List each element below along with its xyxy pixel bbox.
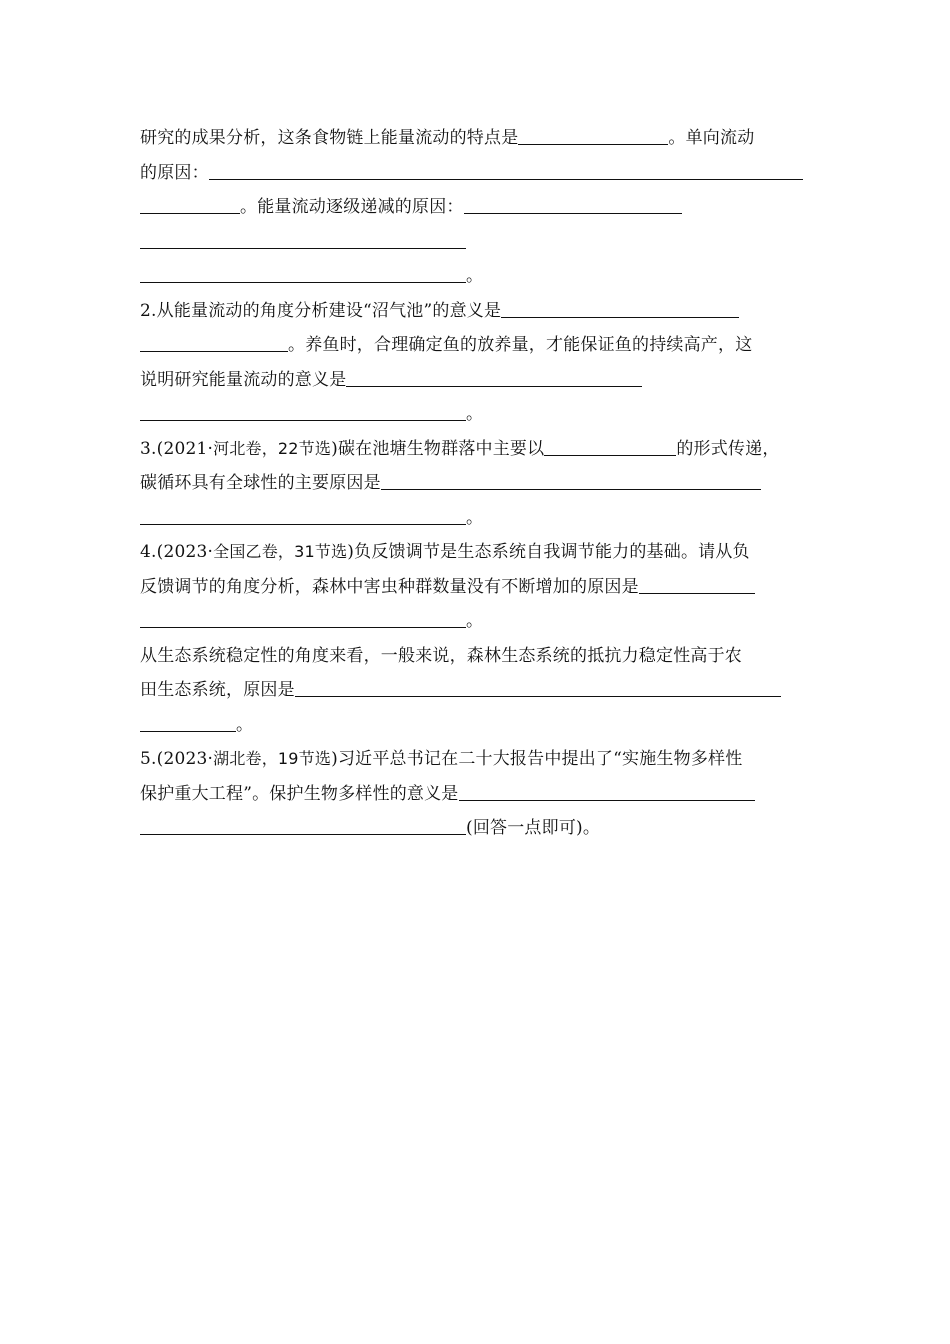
answer-blank[interactable] — [544, 435, 676, 456]
q1-text: 的原因： — [140, 162, 209, 183]
answer-blank[interactable] — [295, 676, 781, 697]
answer-blank[interactable] — [140, 711, 236, 732]
question-number: 4.(2023· — [140, 542, 214, 562]
q3-line-2 — [140, 466, 820, 501]
q2-line-4 — [140, 397, 820, 432]
q2-text: 。养鱼时，合理确定鱼的放养量，才能保证鱼的持续高产，这 — [288, 335, 753, 355]
q4-line-1 — [140, 535, 820, 570]
answer-blank[interactable] — [381, 469, 761, 490]
q1-text: 。 — [466, 266, 484, 286]
q5-line-1 — [140, 742, 820, 777]
q3-line-1 — [140, 432, 820, 467]
q4-text: 。 — [236, 714, 254, 735]
q2-text: 2.从能量流动的角度分析建设“沼气池”的意义是 — [140, 300, 502, 321]
answer-blank[interactable] — [140, 331, 288, 352]
answer-blank[interactable] — [140, 607, 466, 628]
q4-line-6 — [140, 708, 820, 743]
question-number-close: ) — [331, 749, 338, 769]
answer-blank[interactable] — [501, 297, 739, 318]
q4-line-4 — [140, 639, 820, 674]
q1-text: 研究的成果分析，这条食物链上能量流动的特点是 — [140, 128, 519, 148]
question-number-close: ) — [331, 438, 338, 459]
q1-text: 。能量流动逐级递减的原因： — [240, 197, 464, 217]
q3-line-3 — [140, 501, 820, 536]
answer-blank[interactable] — [140, 400, 466, 421]
question-number: 3.(2021· — [140, 438, 214, 459]
q1-line-3 — [140, 190, 820, 225]
q4-text: 负反馈调节是生态系统自我调节能力的基础。请从负 — [354, 542, 750, 562]
q4-text: 田生态系统，原因是 — [140, 680, 295, 700]
q1-line-4 — [140, 225, 820, 260]
q3-text: 碳循环具有全球性的主要原因是 — [140, 473, 381, 493]
q1-line-1 — [140, 121, 820, 156]
answer-blank[interactable] — [346, 366, 642, 387]
q4-text: 反馈调节的角度分析，森林中害虫种群数量没有不断增加的原因是 — [140, 576, 639, 597]
question-number-close: ) — [347, 542, 355, 562]
q4-line-2 — [140, 570, 820, 605]
q5-text: 习近平总书记在二十大报告中提出了“实施生物多样性 — [337, 749, 743, 769]
q5-line-2 — [140, 777, 820, 812]
question-source: 河北卷，22节选 — [213, 438, 332, 458]
q2-text: 。 — [466, 404, 484, 424]
answer-blank[interactable] — [459, 780, 755, 801]
answer-blank[interactable] — [140, 193, 240, 214]
q5-line-3 — [140, 811, 820, 846]
q4-line-5 — [140, 673, 820, 708]
answer-blank[interactable] — [140, 814, 466, 835]
q4-text: 从生态系统稳定性的角度来看，一般来说，森林生态系统的抵抗力稳定性高于农 — [140, 645, 742, 666]
answer-blank[interactable] — [639, 573, 755, 594]
q2-line-2 — [140, 328, 820, 363]
answer-blank[interactable] — [140, 228, 466, 249]
q1-line-5 — [140, 259, 820, 294]
q3-text: 的形式传递， — [676, 438, 780, 459]
q3-text: 。 — [466, 507, 484, 528]
q3-text: 碳在池塘生物群落中主要以 — [337, 438, 545, 459]
q5-text: 保护重大工程”。保护生物多样性的意义是 — [140, 783, 459, 804]
question-source: 湖北卷，19节选 — [213, 749, 332, 768]
q4-text: 。 — [466, 611, 484, 631]
question-source: 全国乙卷，31节选 — [213, 542, 348, 561]
answer-blank[interactable] — [140, 262, 466, 283]
q2-text: 说明研究能量流动的意义是 — [140, 369, 347, 390]
q1-line-2 — [140, 156, 820, 191]
question-content — [140, 121, 820, 846]
question-number: 5.(2023· — [140, 749, 214, 769]
answer-blank[interactable] — [518, 124, 668, 145]
answer-blank[interactable] — [140, 504, 466, 525]
q2-line-1 — [140, 294, 820, 329]
answer-blank[interactable] — [209, 159, 803, 180]
q1-text: 。单向流动 — [668, 128, 755, 148]
q4-line-3 — [140, 604, 820, 639]
q2-line-3 — [140, 363, 820, 398]
q5-text: (回答一点即可)。 — [466, 818, 601, 838]
answer-blank[interactable] — [464, 193, 682, 214]
